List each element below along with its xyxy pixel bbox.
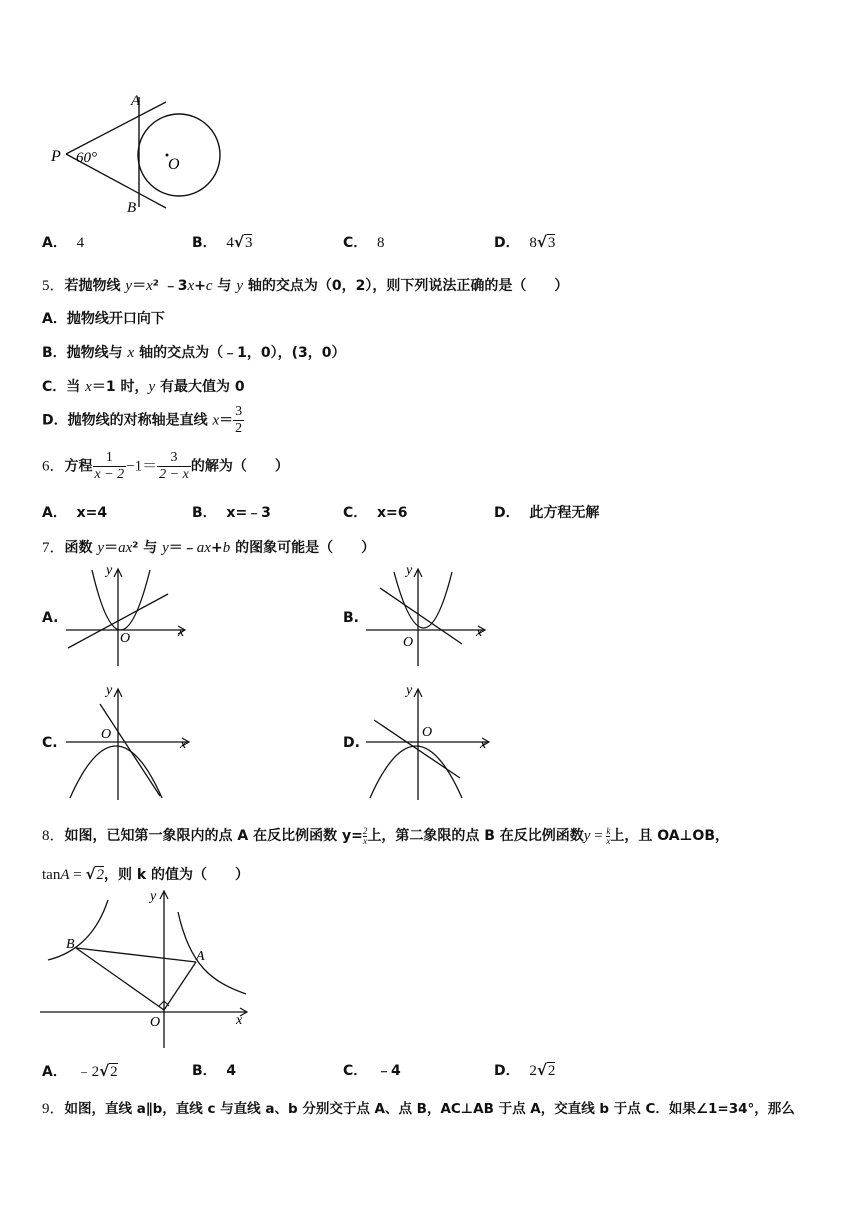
svg-text:B: B	[66, 937, 75, 952]
q7-option-c-label[interactable]: C.	[42, 735, 58, 751]
svg-text:O: O	[150, 1015, 161, 1030]
svg-text:O: O	[403, 635, 414, 650]
svg-text:x: x	[480, 737, 487, 752]
q7-option-b-label[interactable]: B.	[343, 610, 359, 626]
q5-stem: 5．若抛物线 y＝x² ﹣3x+c 与 y 轴的交点为（0，2），则下列说法正确的是（ ）	[42, 278, 569, 294]
q8-option-b[interactable]: B． 4	[192, 1063, 237, 1079]
svg-text:y: y	[406, 683, 413, 698]
q5-option-d[interactable]: D．抛物线的对称轴是直线 x＝ $\frac{3}{2}$	[42, 404, 243, 436]
svg-text:y: y	[106, 563, 113, 578]
q6-option-a[interactable]: A． x=4	[42, 505, 108, 521]
svg-text:y: y	[406, 563, 413, 578]
q7-option-d-label[interactable]: D.	[343, 735, 360, 751]
q4-option-c[interactable]: C． 8	[343, 235, 385, 251]
q6-option-c[interactable]: C． x=6	[343, 505, 408, 521]
svg-text:x: x	[180, 737, 187, 752]
q9-stem: 9．如图，直线 a∥b，直线 c 与直线 a、b 分别交于点 A、点 B，AC⊥AB 于点 A，交直线 b 于点 C．如果∠1=34°，那么	[42, 1101, 795, 1117]
q6-option-b[interactable]: B． x=﹣3	[192, 505, 271, 521]
svg-text:y: y	[106, 683, 113, 698]
label-a: A	[131, 93, 141, 109]
q4-option-a[interactable]: A． 4	[42, 235, 85, 251]
q7-option-a-label[interactable]: A.	[42, 610, 59, 626]
svg-text:x: x	[178, 625, 185, 640]
q7-graph-a[interactable]	[62, 560, 192, 670]
q6-option-d[interactable]: D． 此方程无解	[494, 505, 600, 521]
q4-option-d[interactable]: D． 8√3	[494, 233, 556, 251]
q8-stem-line1: 8．如图，已知第一象限内的点 A 在反比例函数 y= $\frac{2}{x}$ 上，第二象限的点 B 在反比例函数y = $\frac{k}{x}$ 上，且 OA⊥OB，	[42, 825, 729, 846]
q6-stem: 6．方程 $\frac{1}{x - 2}$ −1＝ $\frac{3}{2 - x}$ 的解为（ ）	[42, 450, 289, 482]
q5-option-b[interactable]: B．抛物线与 x 轴的交点为（﹣1，0），(3，0）	[42, 345, 346, 361]
q8-option-c[interactable]: C． ﹣4	[343, 1063, 401, 1079]
q8-stem-line2: tanA = √2，则 k 的值为（ ）	[42, 865, 250, 883]
q8-option-a[interactable]: A． ﹣2√2	[42, 1062, 118, 1080]
q7-graph-b[interactable]	[362, 560, 492, 670]
q5-option-c[interactable]: C．当 x＝1 时，y 有最大值为 0	[42, 379, 245, 395]
label-o: O	[168, 156, 180, 173]
svg-text:x: x	[236, 1013, 243, 1028]
circle-o	[138, 114, 220, 196]
q4-option-b[interactable]: B． 4√3	[192, 233, 253, 251]
q7-graph-d[interactable]	[362, 680, 492, 802]
q7-graph-c[interactable]	[62, 680, 192, 802]
svg-text:x: x	[476, 625, 483, 640]
hyperbola-a	[178, 912, 246, 994]
label-p: P	[51, 148, 61, 165]
q7-stem: 7．函数 y＝ax² 与 y＝﹣ax+b 的图象可能是（ ）	[42, 540, 376, 556]
q8-figure	[40, 886, 250, 1048]
svg-text:A: A	[196, 949, 205, 964]
svg-text:y: y	[150, 889, 157, 904]
tangent-pa	[66, 102, 166, 154]
q8-option-d[interactable]: D． 2√2	[494, 1061, 556, 1079]
q4-figure	[40, 88, 240, 218]
svg-text:O: O	[101, 727, 112, 742]
svg-text:O: O	[422, 725, 433, 740]
svg-text:O: O	[120, 631, 131, 646]
angle-label: 60°	[76, 150, 97, 166]
q5-option-a[interactable]: A．抛物线开口向下	[42, 311, 165, 327]
label-b: B	[127, 200, 137, 216]
